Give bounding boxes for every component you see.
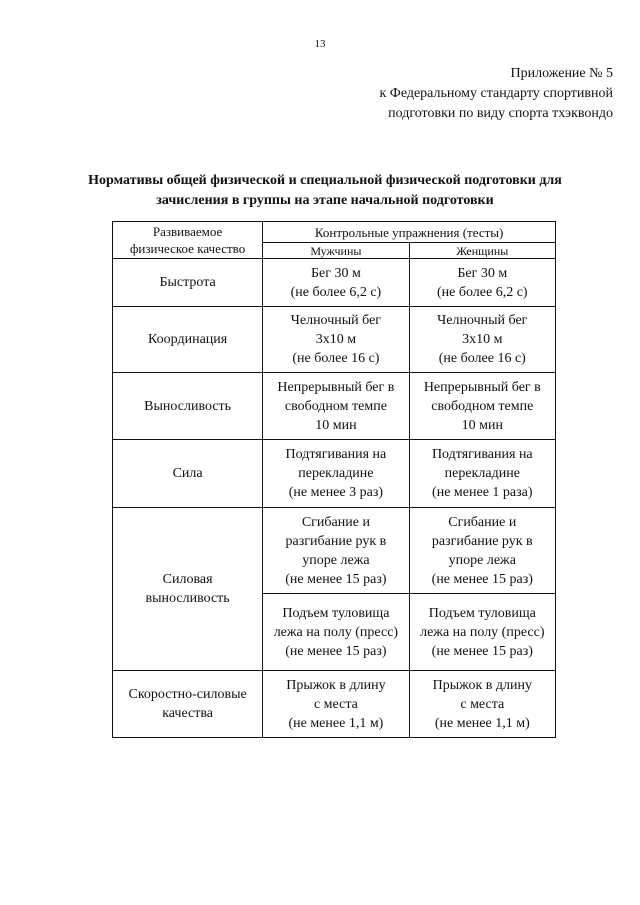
cell-line: лежа на полу (пресс) (420, 624, 545, 640)
quality-cell (113, 307, 263, 373)
cell-line: (не более 6,2 с) (436, 284, 528, 300)
cell-line: свободном темпе (431, 398, 534, 414)
men-cell (263, 671, 409, 738)
table-row (113, 508, 556, 594)
header-tests: Контрольные упражнения (тесты) (263, 222, 556, 243)
appendix-header (379, 64, 613, 124)
table-row (113, 307, 556, 373)
header-quality-line-1: Развиваемое (152, 224, 223, 239)
cell-line: Подъем туловища (282, 605, 390, 621)
cell-line: 10 мин (461, 417, 503, 433)
cell-line: 3х10 м (462, 332, 503, 347)
cell-line: Выносливость (144, 398, 232, 414)
cell-line: 3х10 м (315, 332, 357, 347)
appendix-line-2: к Федеральному стандарту спортивной (379, 86, 613, 101)
cell-line: Прыжок в длину (432, 677, 532, 693)
women-cell (409, 259, 555, 307)
cell-line: (не менее 15 раз) (285, 571, 387, 587)
women-cell (409, 373, 555, 440)
women-cell (409, 440, 555, 508)
cell-line: Подтягивания на (431, 447, 533, 462)
cell-line: Челночный бег (290, 313, 382, 328)
cell-line: (не более 16 с) (438, 351, 526, 366)
header-quality-line-2: физическое качество (129, 241, 246, 256)
cell-line: Непрерывный бег в (423, 379, 541, 395)
page-number: 13 (314, 38, 326, 50)
cell-line: разгибание рук в (431, 533, 533, 549)
cell-line: свободном темпе (284, 398, 387, 414)
cell-line: Бег 30 м (310, 265, 361, 281)
quality-cell (113, 440, 263, 508)
women-cell (409, 671, 555, 738)
table-row (113, 373, 556, 440)
table-header-row (113, 222, 556, 243)
cell-line: (не более 16 с) (292, 351, 380, 366)
table-row (113, 259, 556, 307)
cell-line: Координация (148, 332, 228, 347)
women-cell (409, 307, 555, 373)
men-cell (263, 508, 409, 594)
cell-line: Подъем туловища (428, 605, 536, 621)
women-cell (409, 508, 555, 594)
cell-line: Сгибание и (448, 514, 517, 530)
cell-line: упоре лежа (448, 552, 516, 568)
table-row (113, 440, 556, 508)
quality-cell (113, 259, 263, 307)
quality-cell (113, 671, 263, 738)
appendix-line-3: подготовки по виду спорта тхэквондо (388, 106, 613, 121)
header-quality (113, 222, 263, 259)
cell-line: Скоростно-силовые (128, 687, 247, 702)
cell-line: Челночный бег (437, 313, 528, 328)
cell-line: с места (313, 696, 358, 712)
men-cell (263, 259, 409, 307)
cell-line: разгибание рук в (285, 533, 387, 549)
cell-line: (не менее 1,1 м) (434, 715, 530, 731)
title-line-1: Нормативы общей физической и специальной физической подготовки для (88, 173, 562, 188)
cell-line: Прыжок в длину (286, 677, 386, 693)
appendix-line-1: Приложение № 5 (510, 66, 613, 81)
cell-line: Непрерывный бег в (277, 379, 395, 395)
men-cell (263, 594, 409, 671)
cell-line: перекладине (444, 466, 520, 481)
cell-line: Сила (172, 466, 203, 481)
cell-line: Бег 30 м (457, 265, 508, 281)
cell-line: лежа на полу (пресс) (273, 624, 399, 640)
norms-table (112, 221, 556, 738)
cell-line: упоре лежа (302, 552, 370, 568)
table-row (113, 671, 556, 738)
cell-line: Силовая (162, 572, 213, 587)
cell-line: перекладине (298, 466, 374, 481)
cell-line: (не менее 3 раз) (288, 485, 384, 500)
cell-line: с места (460, 696, 505, 712)
men-cell (263, 440, 409, 508)
title-line-2: зачисления в группы на этапе начальной подготовки (156, 193, 494, 208)
cell-line: качества (162, 706, 214, 721)
quality-cell (113, 373, 263, 440)
cell-line: (не менее 15 раз) (285, 643, 387, 659)
cell-line: (не менее 1 раза) (432, 485, 533, 500)
cell-line: (не менее 1,1 м) (288, 715, 384, 731)
quality-cell (113, 508, 263, 671)
cell-line: (не менее 15 раз) (431, 643, 533, 659)
men-cell (263, 307, 409, 373)
header-women: Женщины (409, 243, 555, 259)
women-cell (409, 594, 555, 671)
men-cell (263, 373, 409, 440)
cell-line: (не менее 15 раз) (431, 571, 533, 587)
cell-line: (не более 6,2 с) (290, 284, 382, 300)
cell-line: 10 мин (315, 417, 357, 433)
cell-line: Подтягивания на (285, 447, 387, 462)
cell-line: выносливость (145, 591, 230, 606)
cell-line: Сгибание и (301, 514, 370, 530)
header-men: Мужчины (263, 243, 409, 259)
document-title (60, 171, 590, 211)
cell-line: Быстрота (159, 275, 216, 290)
